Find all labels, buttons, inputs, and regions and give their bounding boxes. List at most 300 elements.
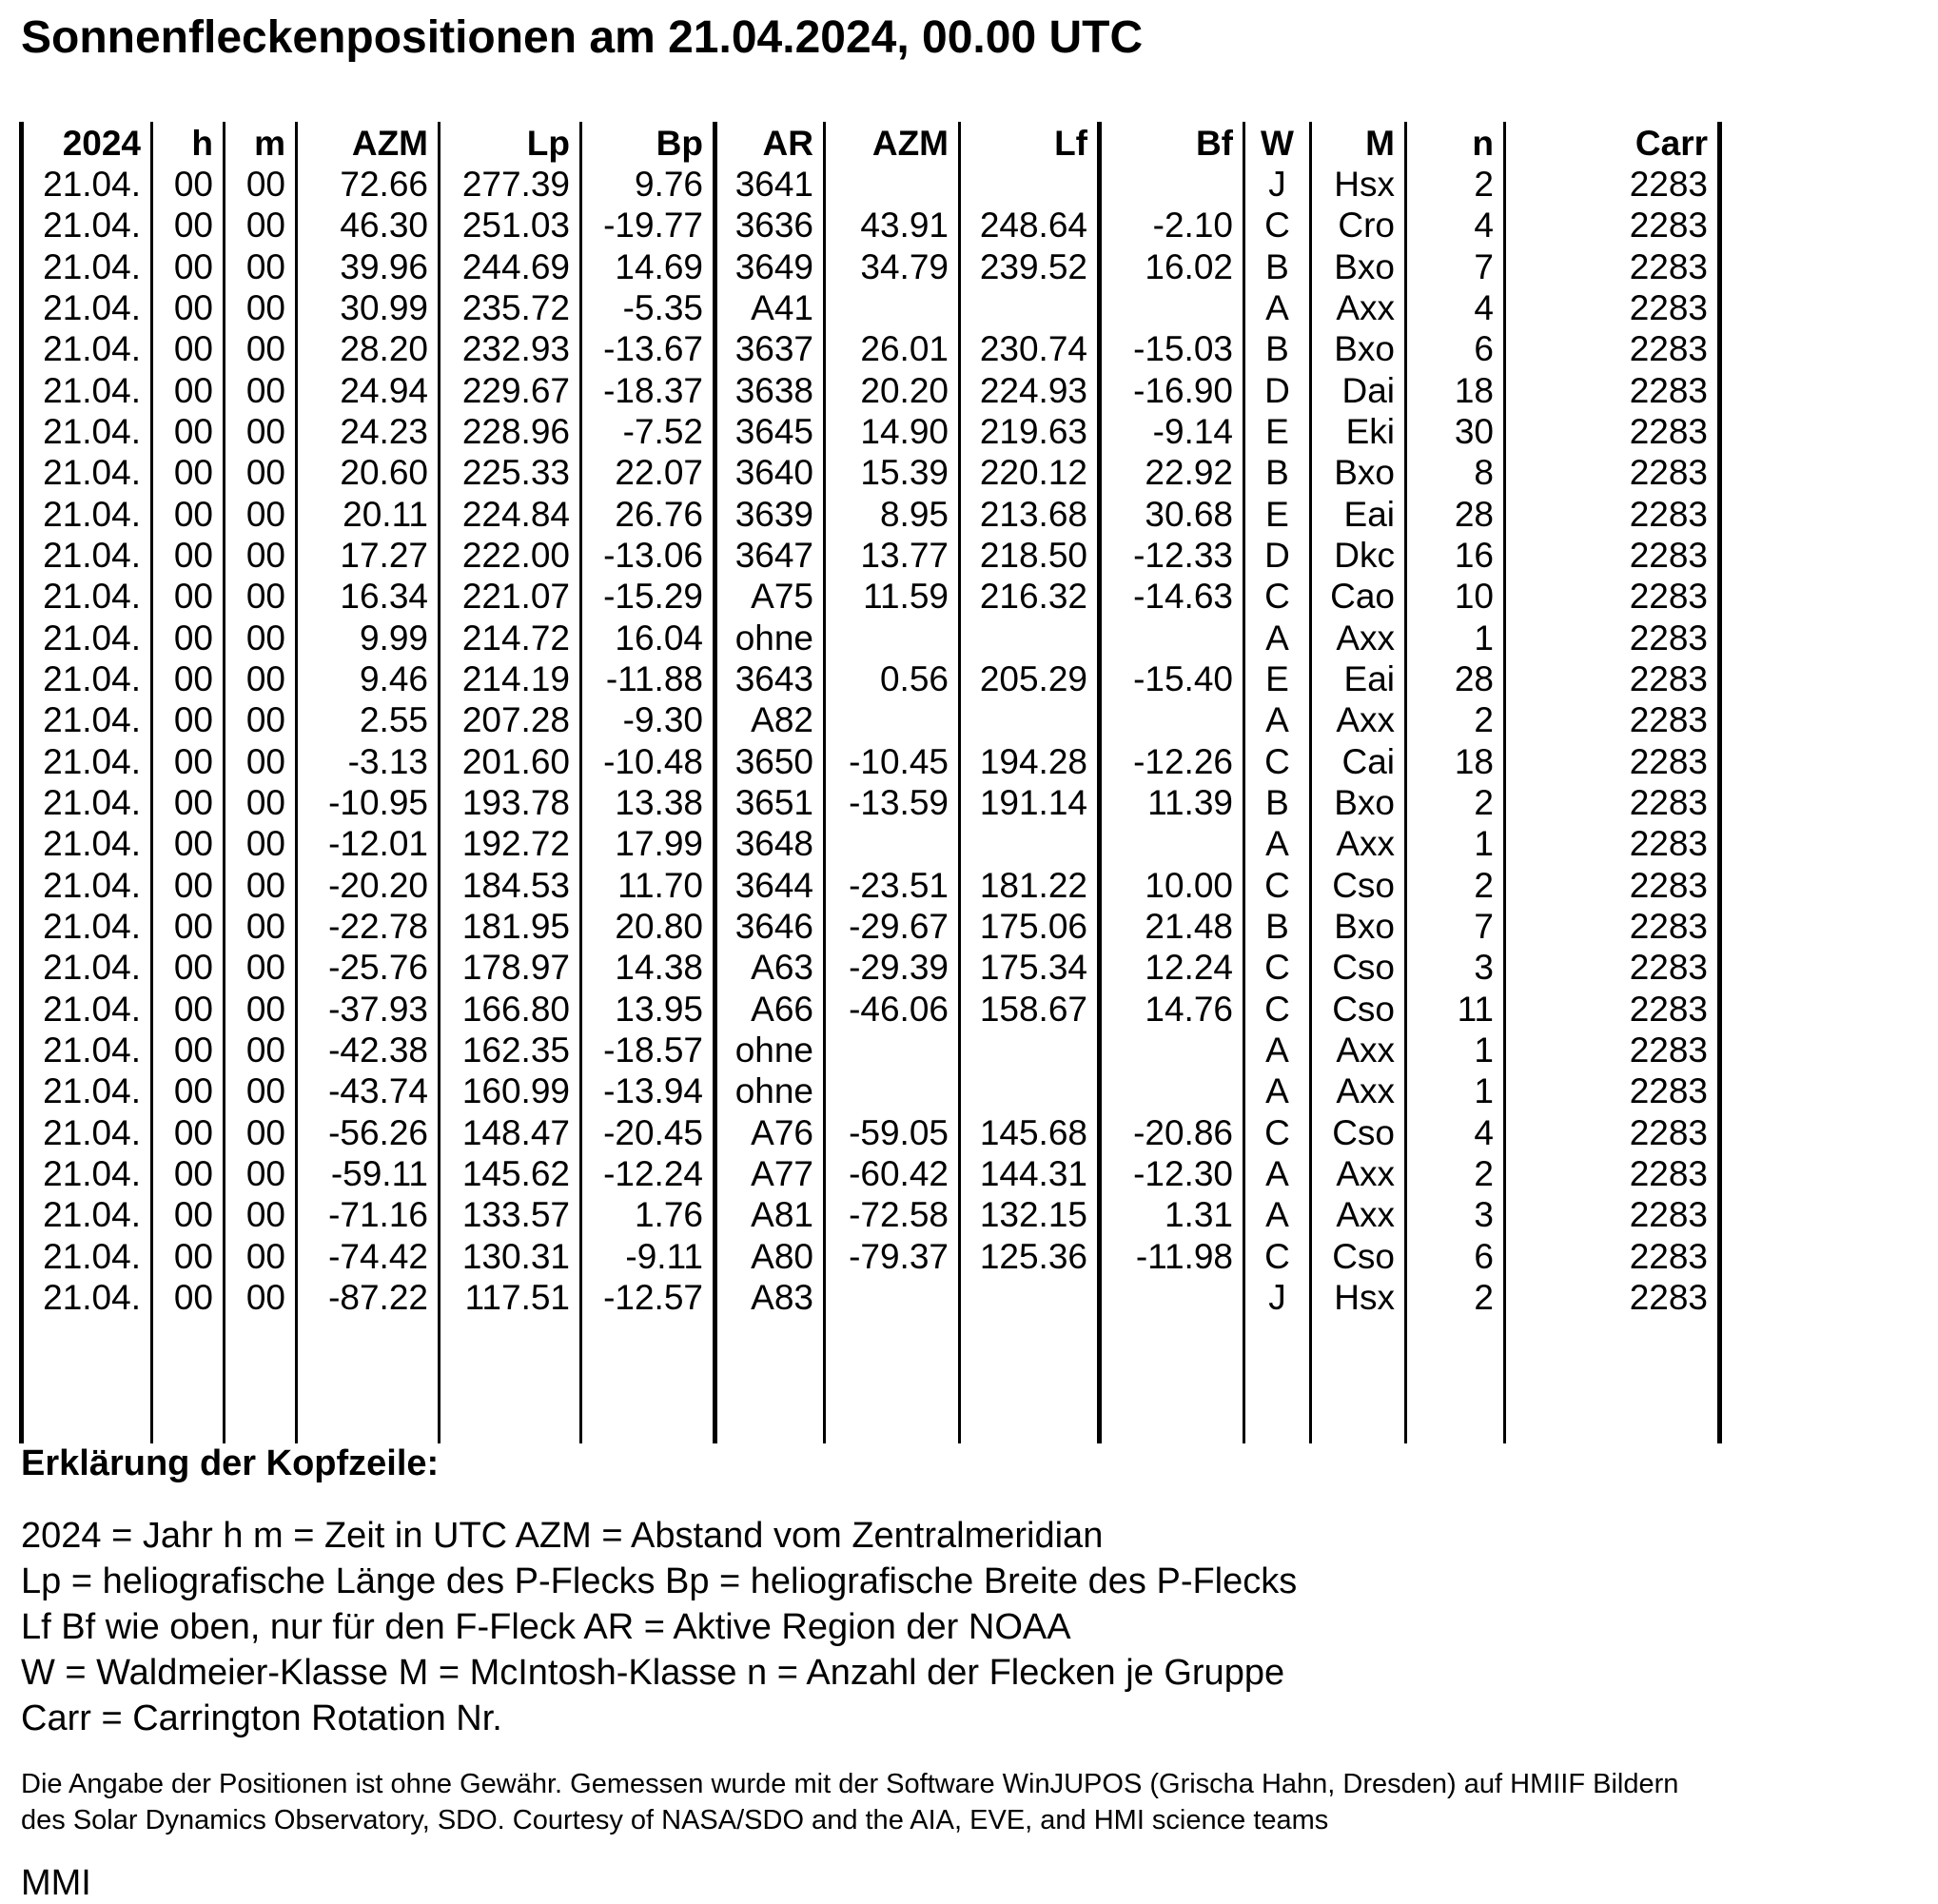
cell-date: 21.04. [43,1195,141,1235]
cell-lf: 248.64 [979,206,1087,245]
cell-carrington: 2283 [1629,453,1708,493]
cell-lf: 230.74 [979,329,1087,369]
cell-date: 21.04. [43,948,141,988]
cell-mcintosh: Dai [1341,370,1395,410]
cell-carrington: 2283 [1629,658,1708,698]
cell-carrington: 2283 [1629,824,1708,864]
cell-mcintosh: Axx [1336,618,1395,658]
cell-date: 21.04. [43,1030,141,1070]
table-row [19,164,1723,205]
cell-date: 21.04. [43,741,141,781]
cell-azm-p: 46.30 [340,206,428,245]
cell-lp: 229.67 [461,370,570,410]
table-row [19,328,1723,369]
cell-lf: 145.68 [979,1112,1087,1152]
cell-minute: 00 [245,411,285,451]
cell-mcintosh: Axx [1336,1153,1395,1193]
cell-azm-p: 20.11 [343,494,428,534]
cell-ar: 3650 [734,741,813,781]
cell-lf: 194.28 [979,741,1087,781]
cell-mcintosh: Hsx [1334,165,1395,204]
cell-bp: 1.76 [634,1195,703,1235]
header-date: 2024 [62,124,141,163]
table-row [19,1236,1723,1277]
table-row [19,782,1723,823]
cell-bf: -14.63 [1133,577,1233,617]
cell-ar: ohne [734,1071,813,1111]
cell-count: 2 [1474,865,1494,905]
cell-azm-p: -25.76 [328,948,428,988]
cell-azm-p: -71.16 [328,1195,428,1235]
cell-lp: 166.80 [461,989,570,1029]
cell-bf: 14.76 [1145,989,1233,1029]
cell-ar: 3651 [734,782,813,822]
cell-waldmeier: A [1265,1030,1289,1070]
cell-date: 21.04. [43,618,141,658]
header-minute: m [254,124,285,163]
cell-ar: ohne [734,1030,813,1070]
cell-minute: 00 [245,989,285,1029]
cell-bp: 16.04 [615,618,703,658]
cell-bp: 14.69 [615,246,703,286]
cell-waldmeier: A [1265,1153,1289,1193]
cell-bf: 16.02 [1145,246,1233,286]
cell-count: 2 [1474,700,1494,740]
cell-carrington: 2283 [1629,287,1708,327]
cell-date: 21.04. [43,906,141,946]
cell-count: 6 [1474,1236,1494,1276]
cell-bp: 22.07 [615,453,703,493]
cell-date: 21.04. [43,329,141,369]
cell-lp: 181.95 [461,906,570,946]
cell-lp: 162.35 [461,1030,570,1070]
cell-azm-p: -22.78 [328,906,428,946]
cell-ar: 3643 [734,658,813,698]
sunspot-table [19,122,1723,1443]
cell-lf: 216.32 [979,577,1087,617]
cell-carrington: 2283 [1629,411,1708,451]
cell-date: 21.04. [43,865,141,905]
cell-count: 1 [1474,824,1494,864]
cell-azm-f: 14.90 [860,411,949,451]
cell-hour: 00 [173,1195,213,1235]
cell-bp: -18.57 [603,1030,703,1070]
cell-azm-f: 8.95 [879,494,949,534]
cell-ar: 3638 [734,370,813,410]
cell-mcintosh: Cso [1332,948,1395,988]
cell-hour: 00 [173,494,213,534]
cell-minute: 00 [245,165,285,204]
cell-azm-p: -56.26 [328,1112,428,1152]
cell-azm-f [826,823,958,864]
cell-carrington: 2283 [1629,535,1708,575]
cell-carrington: 2283 [1629,165,1708,204]
cell-hour: 00 [173,948,213,988]
cell-hour: 00 [173,206,213,245]
cell-bf: -12.33 [1133,535,1233,575]
cell-azm-p: 24.23 [340,411,428,451]
cell-waldmeier: E [1265,494,1289,534]
cell-mcintosh: Eai [1343,658,1395,698]
cell-mcintosh: Axx [1336,824,1395,864]
cell-lp: 225.33 [461,453,570,493]
cell-carrington: 2283 [1629,329,1708,369]
cell-count: 8 [1474,453,1494,493]
cell-azm-f: 11.59 [863,577,949,617]
table-header-row [19,123,1723,164]
cell-mcintosh: Cso [1332,1236,1395,1276]
table-row [19,535,1723,576]
cell-minute: 00 [245,287,285,327]
cell-azm-f: 0.56 [879,658,949,698]
cell-lf: 144.31 [979,1153,1087,1193]
cell-lp: 178.97 [461,948,570,988]
cell-hour: 00 [173,411,213,451]
cell-hour: 00 [173,165,213,204]
legend-line: 2024 = Jahr h m = Zeit in UTC AZM = Abstand vom Zentralmeridian [21,1516,1104,1556]
cell-bf [1100,823,1243,864]
cell-carrington: 2283 [1629,865,1708,905]
cell-bp: -5.35 [622,287,703,327]
cell-azm-p: 17.27 [340,535,428,575]
cell-count: 4 [1474,287,1494,327]
cell-waldmeier: C [1264,948,1290,988]
cell-minute: 00 [245,700,285,740]
cell-hour: 00 [173,1153,213,1193]
table-row [19,823,1723,864]
cell-ar: A75 [751,577,813,617]
cell-lf: 191.14 [979,782,1087,822]
cell-azm-f [826,164,958,205]
cell-waldmeier: A [1265,287,1289,327]
cell-azm-p: -10.95 [328,782,428,822]
cell-waldmeier: A [1265,1071,1289,1111]
cell-count: 1 [1474,618,1494,658]
table-row [19,699,1723,740]
cell-minute: 00 [245,329,285,369]
cell-carrington: 2283 [1629,741,1708,781]
cell-azm-p: 9.46 [359,658,428,698]
cell-mcintosh: Bxo [1334,906,1395,946]
cell-count: 16 [1454,535,1494,575]
cell-hour: 00 [173,1277,213,1317]
cell-count: 10 [1454,577,1494,617]
cell-minute: 00 [245,206,285,245]
cell-count: 2 [1474,782,1494,822]
cell-hour: 00 [173,370,213,410]
cell-azm-p: 24.94 [340,370,428,410]
cell-lp: 228.96 [461,411,570,451]
cell-azm-p: -37.93 [328,989,428,1029]
cell-bf [1100,618,1243,658]
cell-waldmeier: E [1265,411,1289,451]
cell-date: 21.04. [43,453,141,493]
cell-azm-p: -59.11 [330,1153,428,1193]
cell-count: 2 [1474,165,1494,204]
cell-waldmeier: C [1264,989,1290,1029]
cell-carrington: 2283 [1629,948,1708,988]
cell-bp: -18.37 [603,370,703,410]
cell-count: 3 [1474,1195,1494,1235]
cell-mcintosh: Axx [1336,287,1395,327]
cell-carrington: 2283 [1629,577,1708,617]
signature: MMI [21,1863,91,1903]
cell-date: 21.04. [43,287,141,327]
table-row [19,989,1723,1030]
header-bp: Bp [656,124,703,163]
table-row [19,1112,1723,1153]
cell-bp: 20.80 [615,906,703,946]
cell-waldmeier: C [1264,577,1290,617]
page-title: Sonnenfleckenpositionen am 21.04.2024, 00.00 UTC [21,12,1144,63]
cell-bf: -16.90 [1133,370,1233,410]
cell-azm-f [826,1030,958,1070]
table-row [19,1153,1723,1194]
cell-date: 21.04. [43,824,141,864]
cell-minute: 00 [245,1153,285,1193]
cell-waldmeier: D [1264,535,1290,575]
cell-count: 30 [1454,411,1494,451]
cell-lp: 214.19 [461,658,570,698]
cell-minute: 00 [245,370,285,410]
cell-minute: 00 [245,1236,285,1276]
cell-date: 21.04. [43,700,141,740]
cell-mcintosh: Bxo [1334,782,1395,822]
cell-azm-f: -46.06 [849,989,949,1029]
legend-line: Lp = heliografische Länge des P-Flecks Bp = heliografische Breite des P-Flecks [21,1561,1298,1601]
cell-count: 7 [1474,246,1494,286]
table-row [19,452,1723,493]
cell-hour: 00 [173,906,213,946]
cell-bf: -12.30 [1133,1153,1233,1193]
cell-hour: 00 [173,246,213,286]
cell-ar: A80 [751,1236,813,1276]
cell-ar: 3645 [734,411,813,451]
cell-minute: 00 [245,1112,285,1152]
cell-bf: 11.39 [1147,782,1233,822]
cell-ar: A41 [751,287,813,327]
cell-bp: -9.11 [625,1236,703,1276]
cell-waldmeier: J [1268,165,1286,204]
cell-azm-p: 28.20 [340,329,428,369]
cell-ar: 3646 [734,906,813,946]
cell-carrington: 2283 [1629,1071,1708,1111]
cell-lp: 148.47 [461,1112,570,1152]
cell-carrington: 2283 [1629,782,1708,822]
cell-ar: ohne [734,618,813,658]
cell-mcintosh: Cso [1332,989,1395,1029]
cell-azm-f: -29.67 [849,906,949,946]
cell-bf: 1.31 [1164,1195,1233,1235]
table-row [19,618,1723,658]
cell-ar: 3637 [734,329,813,369]
cell-waldmeier: B [1265,782,1289,822]
cell-waldmeier: B [1265,246,1289,286]
cell-hour: 00 [173,658,213,698]
cell-lp: 117.51 [464,1277,570,1317]
table-row [19,494,1723,535]
cell-date: 21.04. [43,206,141,245]
cell-azm-p: 20.60 [340,453,428,493]
cell-lf: 125.36 [979,1236,1087,1276]
header-azm-f: AZM [871,124,949,163]
cell-mcintosh: Cso [1332,1112,1395,1152]
cell-date: 21.04. [43,782,141,822]
cell-azm-f: -79.37 [849,1236,949,1276]
cell-bf [1100,1030,1243,1070]
cell-date: 21.04. [43,1236,141,1276]
cell-azm-p: 30.99 [340,287,428,327]
table-row [19,411,1723,452]
cell-lf [961,823,1097,864]
cell-bp: 9.76 [634,165,703,204]
cell-ar: A66 [751,989,813,1029]
cell-carrington: 2283 [1629,1277,1708,1317]
cell-lp: 214.72 [461,618,570,658]
cell-lp: 277.39 [461,165,570,204]
header-bf: Bf [1195,124,1233,163]
cell-azm-f [826,1070,958,1111]
cell-minute: 00 [245,906,285,946]
cell-ar: 3648 [734,824,813,864]
cell-waldmeier: B [1265,906,1289,946]
cell-bf: -2.10 [1152,206,1233,245]
disclaimer-note: Die Angabe der Positionen ist ohne Gewähr. Gemessen wurde mit der Software WinJUPOS (Grischa Hahn, Dresden) auf HMIIF Bildern [21,1769,1679,1799]
cell-bp: 17.99 [615,824,703,864]
cell-ar: A76 [751,1112,813,1152]
table-row [19,1070,1723,1111]
legend-line: W = Waldmeier-Klasse M = McIntosh-Klasse n = Anzahl der Flecken je Gruppe [21,1653,1285,1693]
cell-count: 28 [1454,658,1494,698]
cell-lf: 224.93 [979,370,1087,410]
cell-count: 1 [1474,1030,1494,1070]
cell-minute: 00 [245,1277,285,1317]
cell-ar: A81 [751,1195,813,1235]
cell-ar: 3644 [734,865,813,905]
cell-bf: 22.92 [1145,453,1233,493]
cell-ar: 3649 [734,246,813,286]
cell-hour: 00 [173,577,213,617]
cell-azm-f: 43.91 [860,206,949,245]
cell-hour: 00 [173,1112,213,1152]
cell-hour: 00 [173,1071,213,1111]
header-carrington: Carr [1635,124,1708,163]
cell-bp: -12.57 [603,1277,703,1317]
cell-waldmeier: J [1268,1277,1286,1317]
cell-azm-f: 34.79 [860,246,949,286]
header-lp: Lp [526,124,570,163]
cell-waldmeier: A [1265,700,1289,740]
cell-waldmeier: C [1264,1112,1290,1152]
cell-lf: 218.50 [979,535,1087,575]
table-row [19,658,1723,699]
table-row [19,1277,1723,1318]
cell-carrington: 2283 [1629,370,1708,410]
cell-ar: 3636 [734,206,813,245]
cell-lf: 132.15 [979,1195,1087,1235]
cell-carrington: 2283 [1629,494,1708,534]
cell-azm-f: 13.77 [860,535,949,575]
cell-ar: 3647 [734,535,813,575]
cell-mcintosh: Cai [1341,741,1395,781]
cell-azm-p: -74.42 [328,1236,428,1276]
cell-lf: 213.68 [979,494,1087,534]
cell-bf: 21.48 [1145,906,1233,946]
header-azm-p: AZM [351,124,428,163]
cell-ar: A83 [751,1277,813,1317]
cell-bf: 30.68 [1145,494,1233,534]
cell-waldmeier: A [1265,618,1289,658]
table-row [19,576,1723,617]
cell-waldmeier: D [1264,370,1290,410]
cell-azm-p: -3.13 [347,741,428,781]
cell-bp: -11.88 [605,658,703,698]
header-lf: Lf [1054,124,1087,163]
legend-line: Lf Bf wie oben, nur für den F-Fleck AR = Aktive Region der NOAA [21,1607,1071,1647]
cell-hour: 00 [173,1236,213,1276]
header-ar: AR [762,124,813,163]
cell-bp: -13.06 [603,535,703,575]
cell-bp: 14.38 [615,948,703,988]
table-row [19,370,1723,411]
legend-title: Erklärung der Kopfzeile: [21,1443,440,1483]
cell-carrington: 2283 [1629,700,1708,740]
header-mcintosh: M [1365,124,1395,163]
cell-azm-f: -60.42 [849,1153,949,1193]
cell-date: 21.04. [43,370,141,410]
cell-lf: 175.06 [979,906,1087,946]
cell-azm-f [826,287,958,328]
cell-lf: 219.63 [979,411,1087,451]
cell-lp: 133.57 [461,1195,570,1235]
cell-lf: 158.67 [979,989,1087,1029]
cell-azm-p: 72.66 [340,165,428,204]
cell-hour: 00 [173,535,213,575]
cell-minute: 00 [245,246,285,286]
cell-bf: -11.98 [1135,1236,1233,1276]
cell-lp: 222.00 [461,535,570,575]
cell-hour: 00 [173,618,213,658]
cell-lf [961,1277,1097,1318]
cell-date: 21.04. [43,165,141,204]
cell-bp: -9.30 [622,700,703,740]
cell-hour: 00 [173,329,213,369]
table-row [19,906,1723,947]
cell-azm-f: 26.01 [860,329,949,369]
cell-azm-p: -87.22 [328,1277,428,1317]
cell-azm-f: -10.45 [849,741,949,781]
cell-lp: 235.72 [461,287,570,327]
cell-azm-f: -23.51 [849,865,949,905]
cell-lp: 193.78 [461,782,570,822]
cell-hour: 00 [173,287,213,327]
cell-azm-f [826,618,958,658]
cell-bf: -20.86 [1133,1112,1233,1152]
cell-lp: 192.72 [461,824,570,864]
cell-azm-f: 15.39 [860,453,949,493]
cell-azm-p: -12.01 [328,824,428,864]
header-waldmeier: W [1261,124,1294,163]
cell-carrington: 2283 [1629,1112,1708,1152]
cell-azm-p: -20.20 [328,865,428,905]
cell-minute: 00 [245,658,285,698]
cell-count: 4 [1474,206,1494,245]
cell-carrington: 2283 [1629,1195,1708,1235]
cell-azm-f: -13.59 [849,782,949,822]
cell-lf [961,618,1097,658]
cell-carrington: 2283 [1629,618,1708,658]
cell-date: 21.04. [43,1071,141,1111]
